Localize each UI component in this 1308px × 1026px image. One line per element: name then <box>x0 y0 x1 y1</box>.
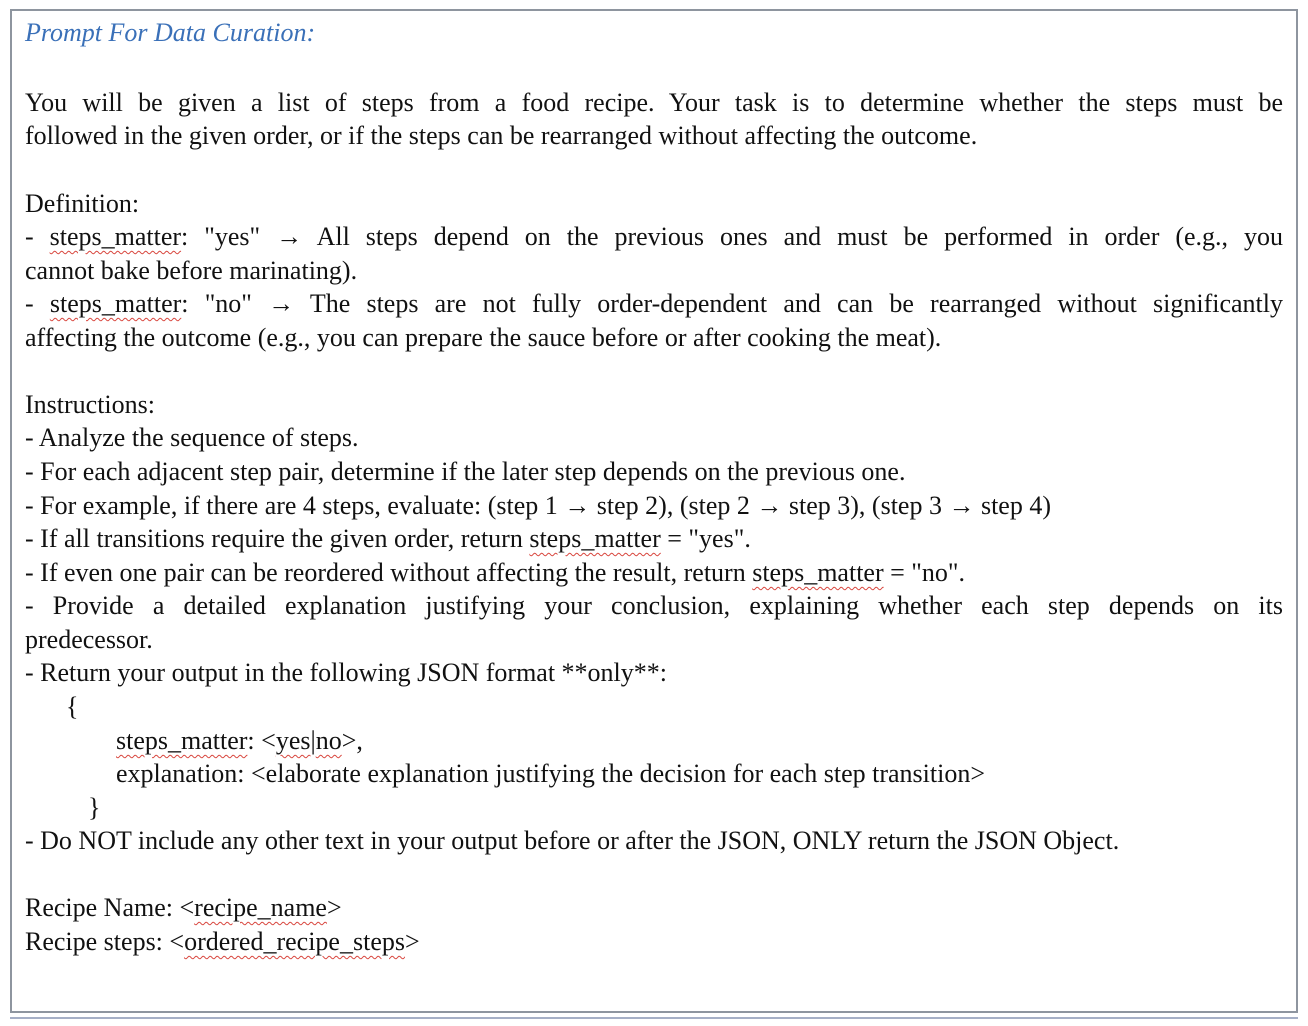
json-key-steps-matter: steps_matter <box>116 726 248 755</box>
recipe-steps-label: Recipe steps: < <box>25 927 185 956</box>
definition-yes-key: steps_matter <box>49 222 182 251</box>
instructions-heading: Instructions: <box>25 390 155 419</box>
json-value-no: no <box>315 726 342 755</box>
json-open-brace: { <box>66 692 79 721</box>
recipe-steps-line <box>25 925 1283 959</box>
instruction-item-4-key: steps_matter <box>529 524 661 553</box>
instruction-item-3: - For example, if there are 4 steps, evaluate: (step 1 → step 2), (step 2 → step 3), (step 3 → step 4) <box>25 491 1051 520</box>
recipe-name-close: > <box>326 893 342 922</box>
instruction-item-1: - Analyze the sequence of steps. <box>25 423 359 452</box>
definition-yes-line-2: cannot bake before marinating). <box>25 256 358 285</box>
definition-no-key: steps_matter <box>49 289 182 318</box>
instruction-item-7: - Return your output in the following JSON format **only**: <box>25 658 668 687</box>
instruction-item-6-line-1: - Provide a detailed explanation justifying your conclusion, explaining whether each step depends on its <box>25 591 1283 620</box>
definition-no-line-1 <box>25 287 1283 321</box>
definition-heading: Definition: <box>25 189 140 218</box>
instruction-item-6-line-2: predecessor. <box>25 625 153 654</box>
definition-no-text: : "no" → The steps are not fully order-dependent and can be rearranged without significantly <box>181 289 1283 318</box>
json-close-brace: } <box>88 793 101 822</box>
instruction-item-5-key: steps_matter <box>752 558 884 587</box>
instruction-item-4-value: = "yes". <box>660 524 751 553</box>
json-value-open: : < <box>247 726 276 755</box>
recipe-steps-close: > <box>404 927 420 956</box>
intro-line-1: You will be given a list of steps from a food recipe. Your task is to determine whether the steps must be <box>25 88 1283 117</box>
definition-no-prefix: - <box>25 289 50 318</box>
definition-yes-text: : "yes" → All steps depend on the previous ones and must be performed in order (e.g., you <box>181 222 1283 251</box>
instruction-item-5-text: - If even one pair can be reordered without affecting the result, return <box>25 558 753 587</box>
instruction-item-4-text: - If all transitions require the given order, return <box>25 524 530 553</box>
intro-line-2: followed in the given order, or if the steps can be rearranged without affecting the outcome. <box>25 121 978 150</box>
json-value-yes: yes <box>275 726 311 755</box>
json-line-steps-matter <box>116 724 363 758</box>
recipe-name-line <box>25 891 1283 925</box>
prompt-box-bottom-border <box>10 1017 1298 1019</box>
instruction-item-8: - Do NOT include any other text in your output before or after the JSON, ONLY return the JSON Object. <box>25 826 1120 855</box>
instruction-item-2: - For each adjacent step pair, determine if the later step depends on the previous one. <box>25 457 906 486</box>
instruction-item-5-value: = "no". <box>883 558 966 587</box>
recipe-name-label: Recipe Name: < <box>25 893 195 922</box>
definition-yes-prefix: - <box>25 222 50 251</box>
prompt-title: Prompt For Data Curation: <box>25 18 316 47</box>
recipe-steps-placeholder: ordered_recipe_steps <box>184 927 405 956</box>
instruction-item-5 <box>25 556 1283 590</box>
instruction-item-4 <box>25 522 1283 556</box>
definition-yes-line-1 <box>25 220 1283 254</box>
json-line-explanation: explanation: <elaborate explanation justifying the decision for each step transition> <box>116 759 986 788</box>
json-value-separator: | <box>310 726 316 755</box>
recipe-name-placeholder: recipe_name <box>194 893 327 922</box>
definition-no-line-2: affecting the outcome (e.g., you can prepare the sauce before or after cooking the meat). <box>25 323 942 352</box>
json-value-close: >, <box>341 726 363 755</box>
